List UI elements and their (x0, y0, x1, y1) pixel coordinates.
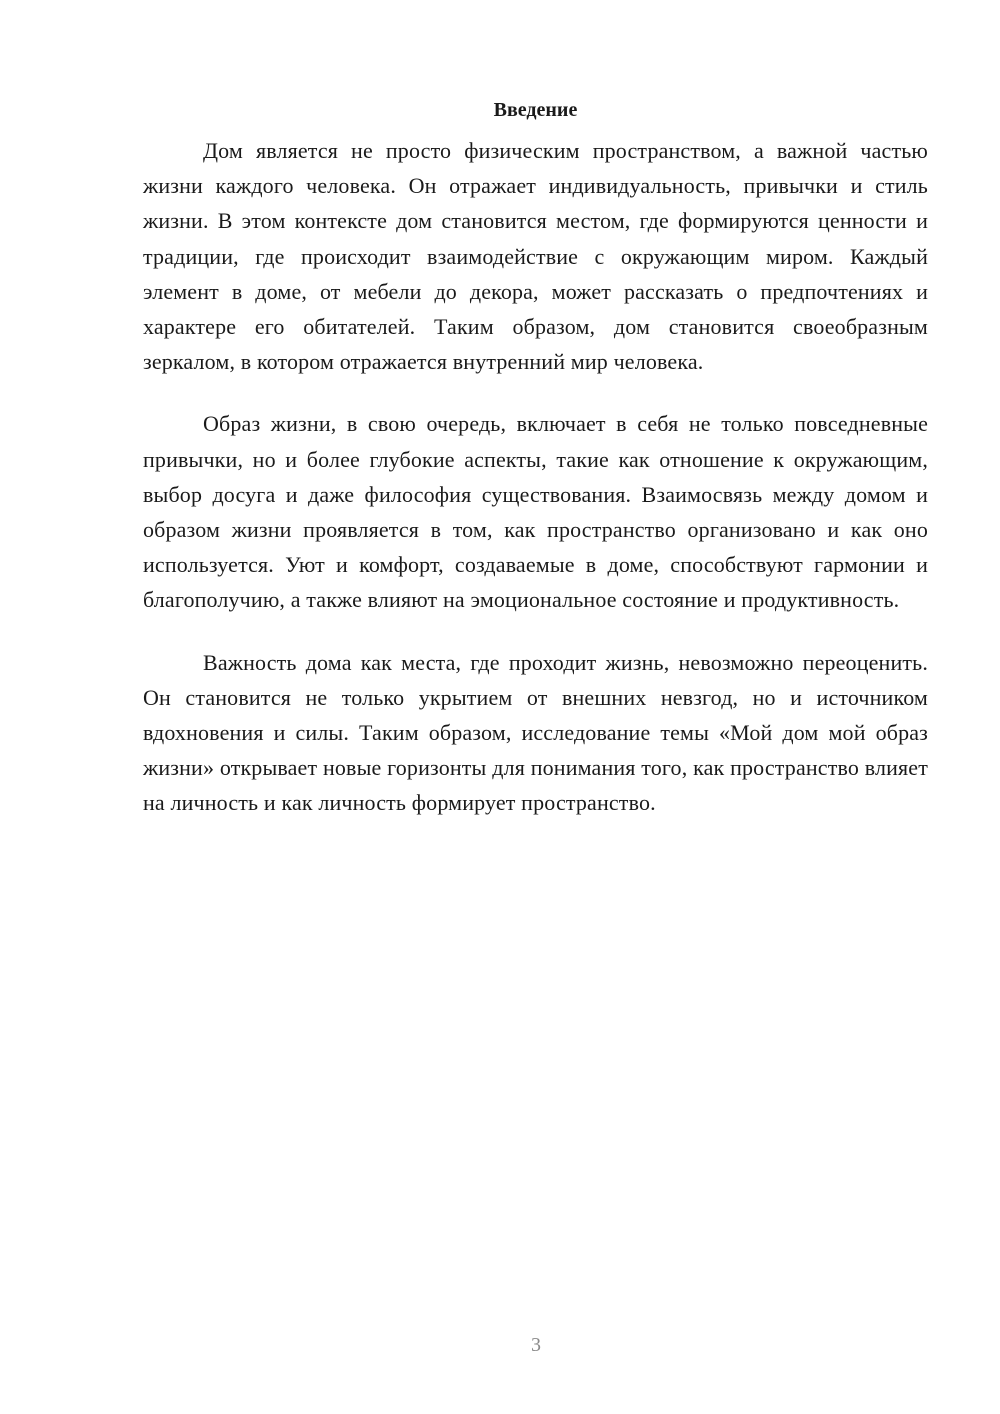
paragraph-1: Дом является не просто физическим пространством, а важной частью жизни каждого человека. Он отражает индивидуальность, привычки и стиль жизни. В этом контексте дом становится местом, где формируются ценности и традиции, где происходит взаимодействие с окружающим миром. Каждый элемент в доме, от мебели до декора, может рассказать о предпочтениях и характере его обитателей. Таким образом, дом становится своеобразным зеркалом, в котором отражается внутренний мир человека. (143, 138, 928, 375)
section-heading: Введение (493, 99, 578, 121)
paragraph-2: Образ жизни, в свою очередь, включает в себя не только повседневные привычки, но и более глубокие аспекты, такие как отношение к окружающим, выбор досуга и даже философия существования. Взаимосвязь между домом и образом жизни проявляется в том, как пространство организовано и как оно используется. Уют и комфорт, создаваемые в доме, способствуют гармонии и благополучию, а также влияют на эмоциональное состояние и продуктивность. (143, 411, 928, 613)
page-number: 3 (531, 1334, 541, 1356)
page-body (143, 96, 928, 821)
paragraph-3: Важность дома как места, где проходит жизнь, невозможно переоценить. Он становится не только укрытием от внешних невзгод, но и источником вдохновения и силы. Таким образом, исследование темы «Мой дом мой образ жизни» открывает новые горизонты для понимания того, как пространство влияет на личность и как личность формирует пространство. (143, 649, 928, 816)
